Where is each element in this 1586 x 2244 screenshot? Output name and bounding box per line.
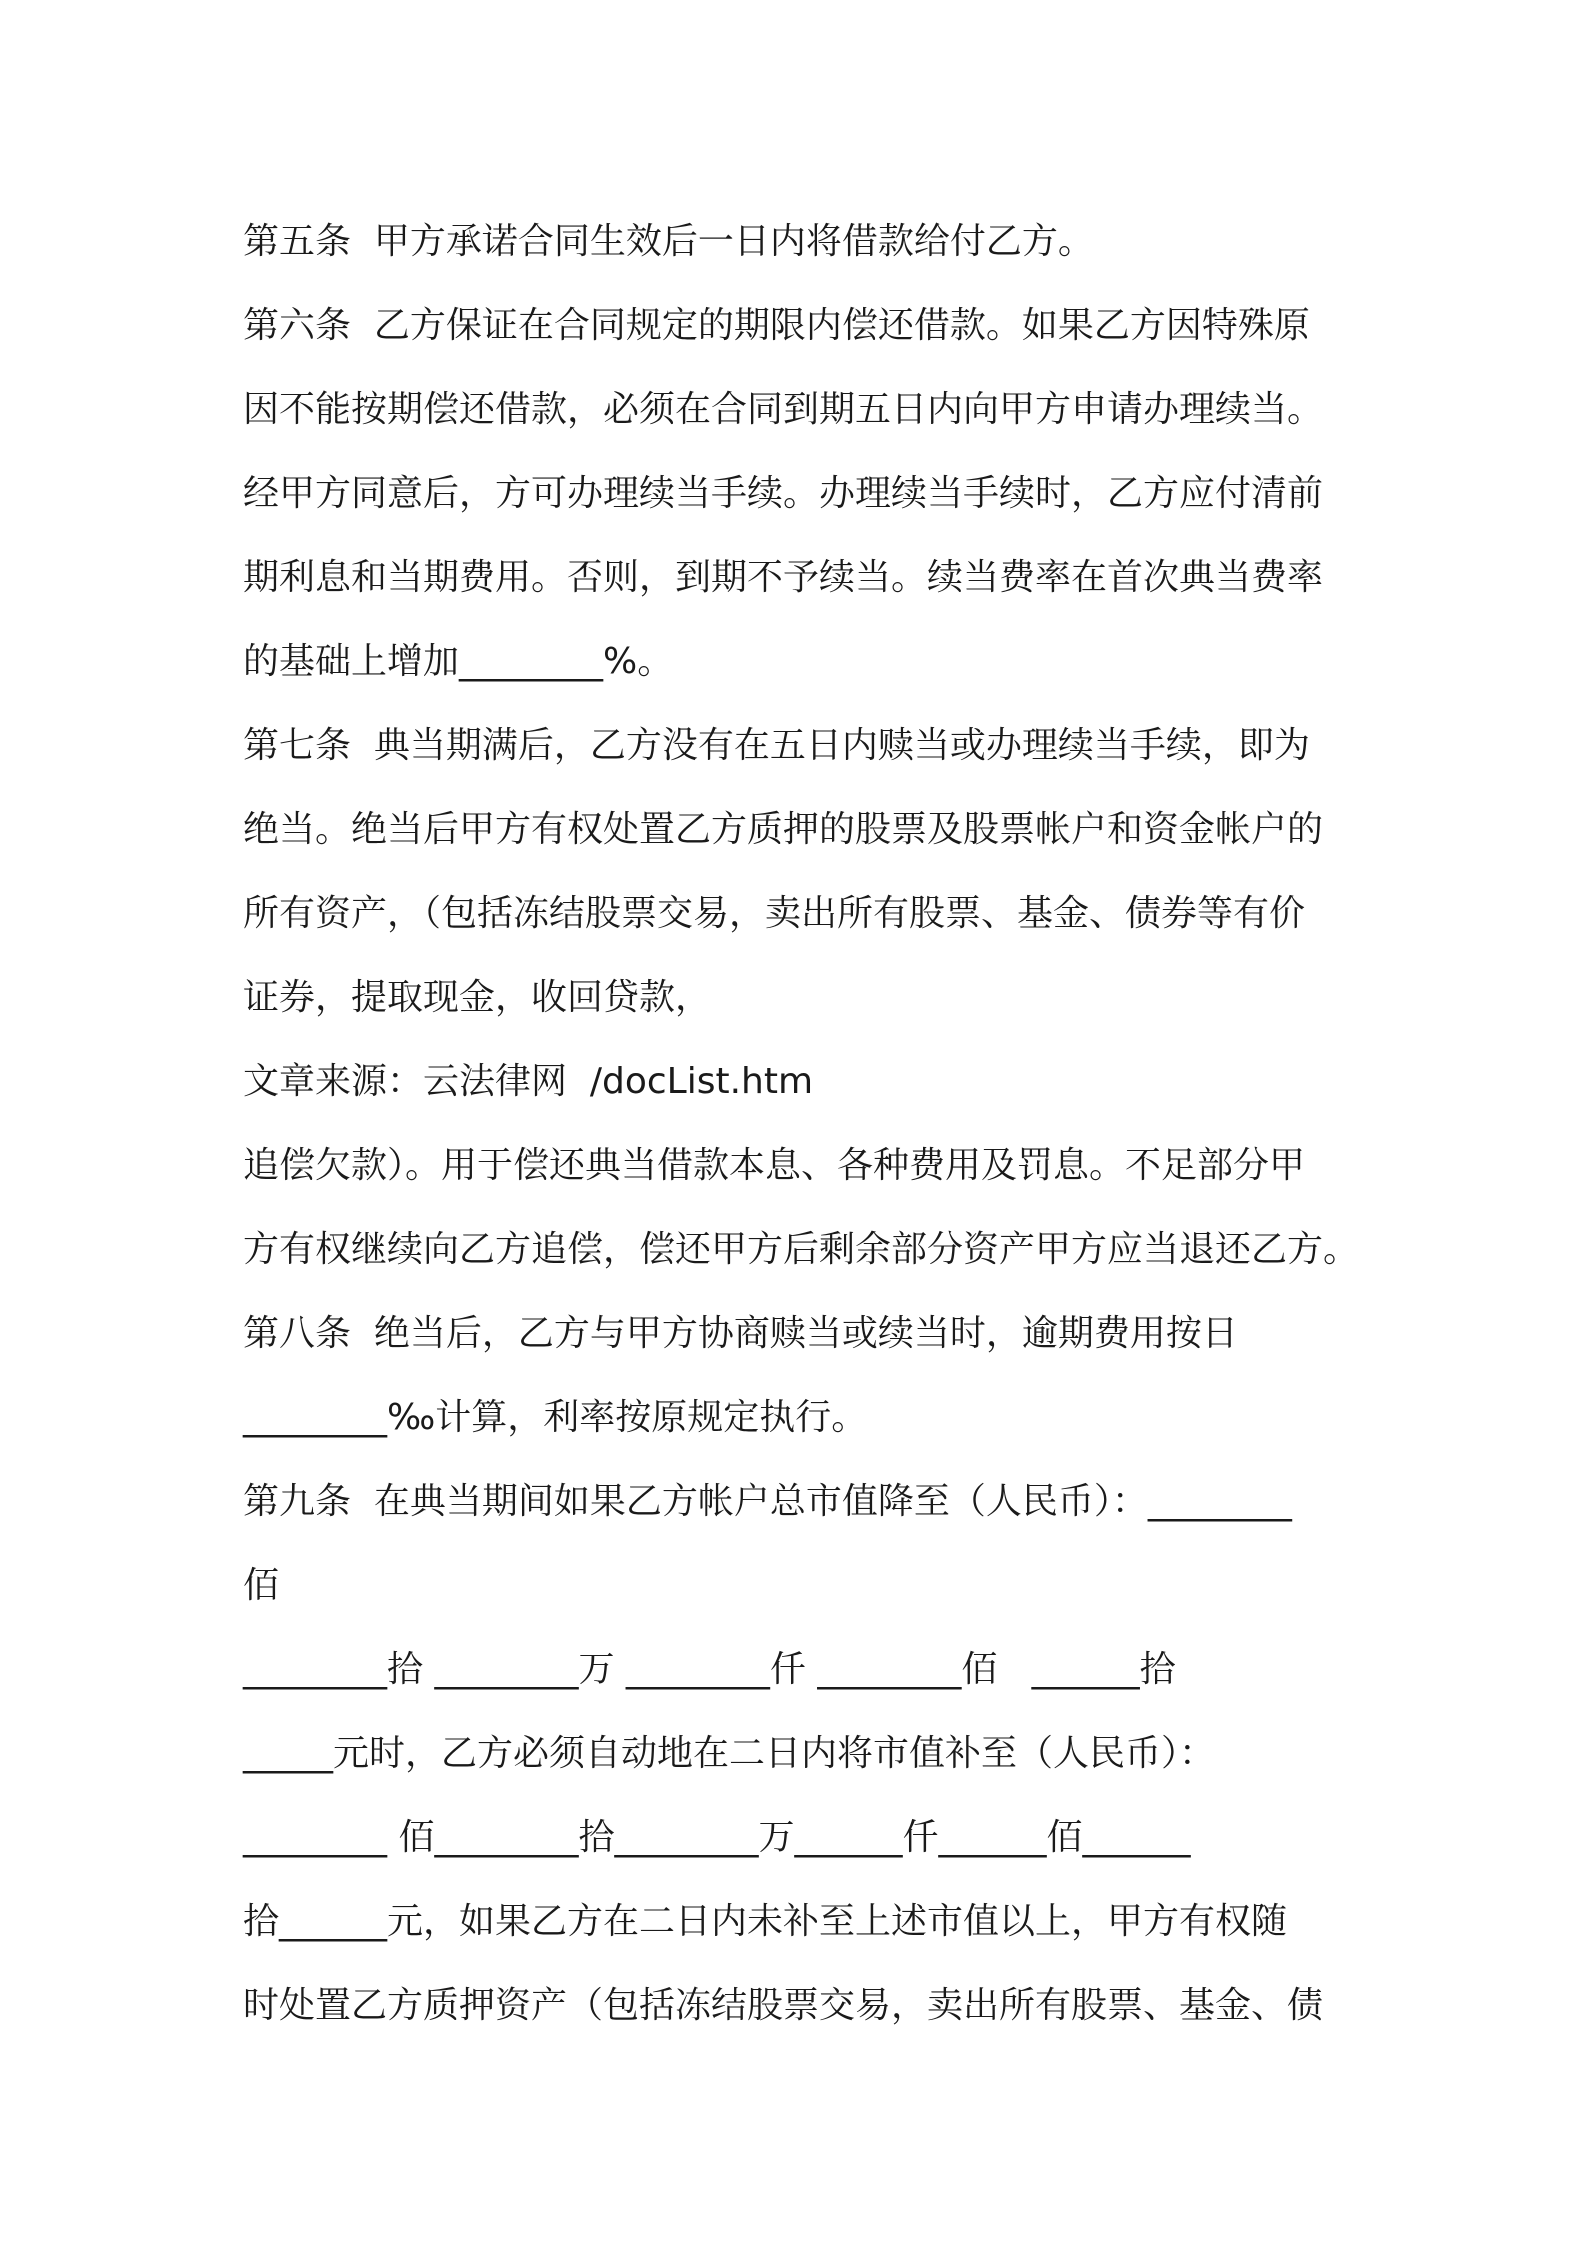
text-line: 第八条 绝当后，乙方与甲方协商赎当或续当时，逾期费用按日 [243, 1313, 1238, 1354]
text-line: ________ 佰________拾________万______仟______佰______ [243, 1817, 1191, 1858]
text-line: 追偿欠款）。用于偿还典当借款本息、各种费用及罚息。不足部分甲 [243, 1145, 1306, 1186]
text-line: ________‰计算，利率按原规定执行。 [243, 1397, 868, 1438]
text-line: 第七条 典当期满后，乙方没有在五日内赎当或办理续当手续，即为 [243, 725, 1310, 766]
text-line: 佰 [243, 1565, 280, 1606]
text-line: 证券，提取现金，收回贷款， [243, 977, 712, 1018]
source-line: 文章来源：云法律网 /docList.htm [243, 1061, 814, 1102]
text-line: 所有资产，（包括冻结股票交易，卖出所有股票、基金、债券等有价 [243, 893, 1306, 934]
text-line: _____元时，乙方必须自动地在二日内将市值补至（人民币）： [243, 1733, 1216, 1774]
text-line: 时处置乙方质押资产（包括冻结股票交易，卖出所有股票、基金、债 [243, 1985, 1324, 2026]
text-line: 经甲方同意后，方可办理续当手续。办理续当手续时，乙方应付清前 [243, 473, 1324, 514]
text-line: 方有权继续向乙方追偿，偿还甲方后剩余部分资产甲方应当退还乙方。 [243, 1229, 1360, 1270]
text-line: 的基础上增加________%。 [243, 641, 674, 682]
text-line: 拾______元，如果乙方在二日内未补至上述市值以上，甲方有权随 [243, 1901, 1288, 1942]
text-line: 绝当。绝当后甲方有权处置乙方质押的股票及股票帐户和资金帐户的 [243, 809, 1324, 850]
text-line: 第六条 乙方保证在合同规定的期限内偿还借款。如果乙方因特殊原 [243, 305, 1310, 346]
document-body [243, 200, 1368, 2048]
text-line: 第五条 甲方承诺合同生效后一日内将借款给付乙方。 [243, 221, 1094, 262]
text-line: 第九条 在典当期间如果乙方帐户总市值降至（人民币）：________ [243, 1481, 1292, 1522]
text-line: 期利息和当期费用。否则，到期不予续当。续当费率在首次典当费率 [243, 557, 1324, 598]
text-line: 因不能按期偿还借款，必须在合同到期五日内向甲方申请办理续当。 [243, 389, 1324, 430]
text-line: ________拾 ________万 ________仟 ________佰 ______拾 [243, 1649, 1176, 1690]
